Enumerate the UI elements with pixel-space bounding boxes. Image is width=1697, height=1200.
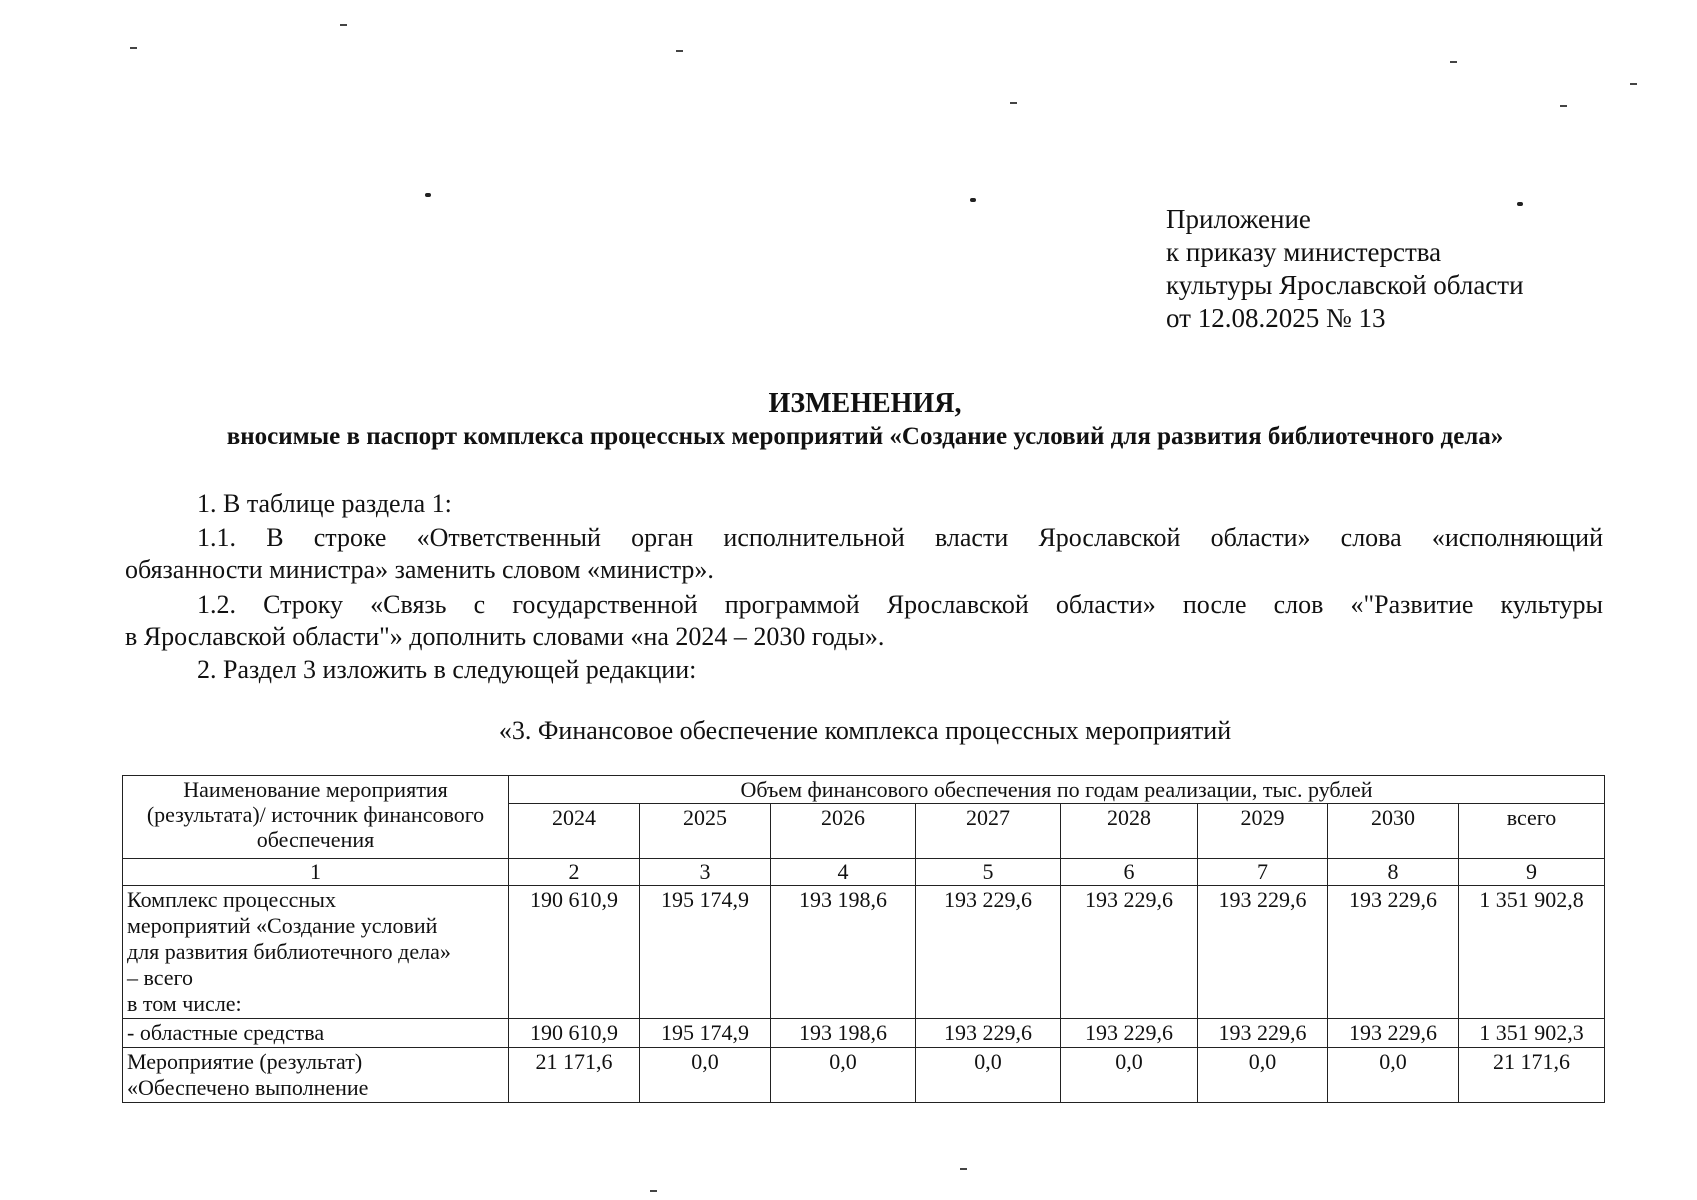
row-name-line: «Обеспечено выполнение [127,1075,369,1100]
table-row [123,1048,1605,1103]
year-header-cell: 2026 [771,804,916,859]
document-subtitle: вносимые в паспорт комплекса процессных мероприятий «Создание условий для развития библиотечного дела» [226,423,1504,450]
value-cell: 0,0 [1198,1048,1328,1103]
index-row [123,859,1605,886]
total-cell: 1 351 902,3 [1459,1019,1605,1048]
value-cell: 190 610,9 [509,886,640,1019]
year-header-cell: 2025 [640,804,771,859]
paragraph-1: 1. В таблице раздела 1: [197,489,452,518]
index-cell: 8 [1328,859,1459,886]
row-name-line: для развития библиотечного дела» [127,939,451,964]
value-cell: 195 174,9 [640,886,771,1019]
value-cell: 193 229,6 [1198,886,1328,1019]
value-cell: 0,0 [640,1048,771,1103]
row-name-line: Комплекс процессных [127,887,336,912]
header-volume-cell: Объем финансового обеспечения по годам реализации, тыс. рублей [509,776,1605,804]
index-cell: 7 [1198,859,1328,886]
annex-line: культуры Ярославской области [1166,270,1524,300]
value-cell: 193 229,6 [1061,886,1198,1019]
value-cell: 193 229,6 [1061,1019,1198,1048]
value-cell: 21 171,6 [509,1048,640,1103]
paragraph-1-2-line-2: в Ярославской области"» дополнить словами «на 2024 – 2030 годы». [125,622,885,651]
table-row [123,1019,1605,1048]
total-header-cell: всего [1459,804,1605,859]
annex-block [1166,203,1524,335]
annex-line: от 12.08.2025 № 13 [1166,303,1386,333]
index-cell: 6 [1061,859,1198,886]
row-name-line: мероприятий «Создание условий [127,913,438,938]
value-cell: 0,0 [916,1048,1061,1103]
annex-line: Приложение [1166,204,1311,234]
value-cell: 193 229,6 [916,886,1061,1019]
value-cell: 193 229,6 [1198,1019,1328,1048]
document-title: ИЗМЕНЕНИЯ, [768,388,962,419]
row-name-cell [123,1019,509,1048]
paragraph-1-2-line-1: 1.2. Строку «Связь с государственной программой Ярославской области» после слов «"Развитие культуры [197,590,1603,619]
row-name-cell [123,1048,509,1103]
header-name-cell: Наименование мероприятия (результата)/ источник финансового обеспечения [123,776,509,859]
row-name-line: в том числе: [127,991,242,1016]
row-name-line: Мероприятие (результат) [127,1049,363,1074]
value-cell: 195 174,9 [640,1019,771,1048]
year-header-cell: 2028 [1061,804,1198,859]
year-header-cell: 2024 [509,804,640,859]
total-cell: 21 171,6 [1459,1048,1605,1103]
paragraph-2: 2. Раздел 3 изложить в следующей редакции: [197,655,697,684]
total-cell: 1 351 902,8 [1459,886,1605,1019]
row-name-cell [123,886,509,1019]
index-cell: 2 [509,859,640,886]
index-cell: 3 [640,859,771,886]
year-header-cell: 2030 [1328,804,1459,859]
value-cell: 190 610,9 [509,1019,640,1048]
section-title: «3. Финансовое обеспечение комплекса процессных мероприятий [498,716,1232,745]
index-cell: 5 [916,859,1061,886]
annex-line: к приказу министерства [1166,237,1442,267]
value-cell: 0,0 [771,1048,916,1103]
value-cell: 0,0 [1328,1048,1459,1103]
value-cell: 193 229,6 [1328,1019,1459,1048]
index-cell: 9 [1459,859,1605,886]
year-header-cell: 2029 [1198,804,1328,859]
index-cell: 1 [123,859,509,886]
value-cell: 193 229,6 [916,1019,1061,1048]
row-name-line: – всего [127,965,194,990]
value-cell: 193 198,6 [771,886,916,1019]
row-name-line: - областные средства [127,1020,325,1045]
value-cell: 193 229,6 [1328,886,1459,1019]
index-cell: 4 [771,859,916,886]
finance-table [122,775,1605,1103]
paragraph-1-1-line-2: обязанности министра» заменить словом «министр». [125,555,714,584]
value-cell: 0,0 [1061,1048,1198,1103]
value-cell: 193 198,6 [771,1019,916,1048]
year-header-cell: 2027 [916,804,1061,859]
table-row [123,886,1605,1019]
paragraph-1-1-line-1: 1.1. В строке «Ответственный орган исполнительной власти Ярославской области» слова «исполняющий [197,523,1603,552]
